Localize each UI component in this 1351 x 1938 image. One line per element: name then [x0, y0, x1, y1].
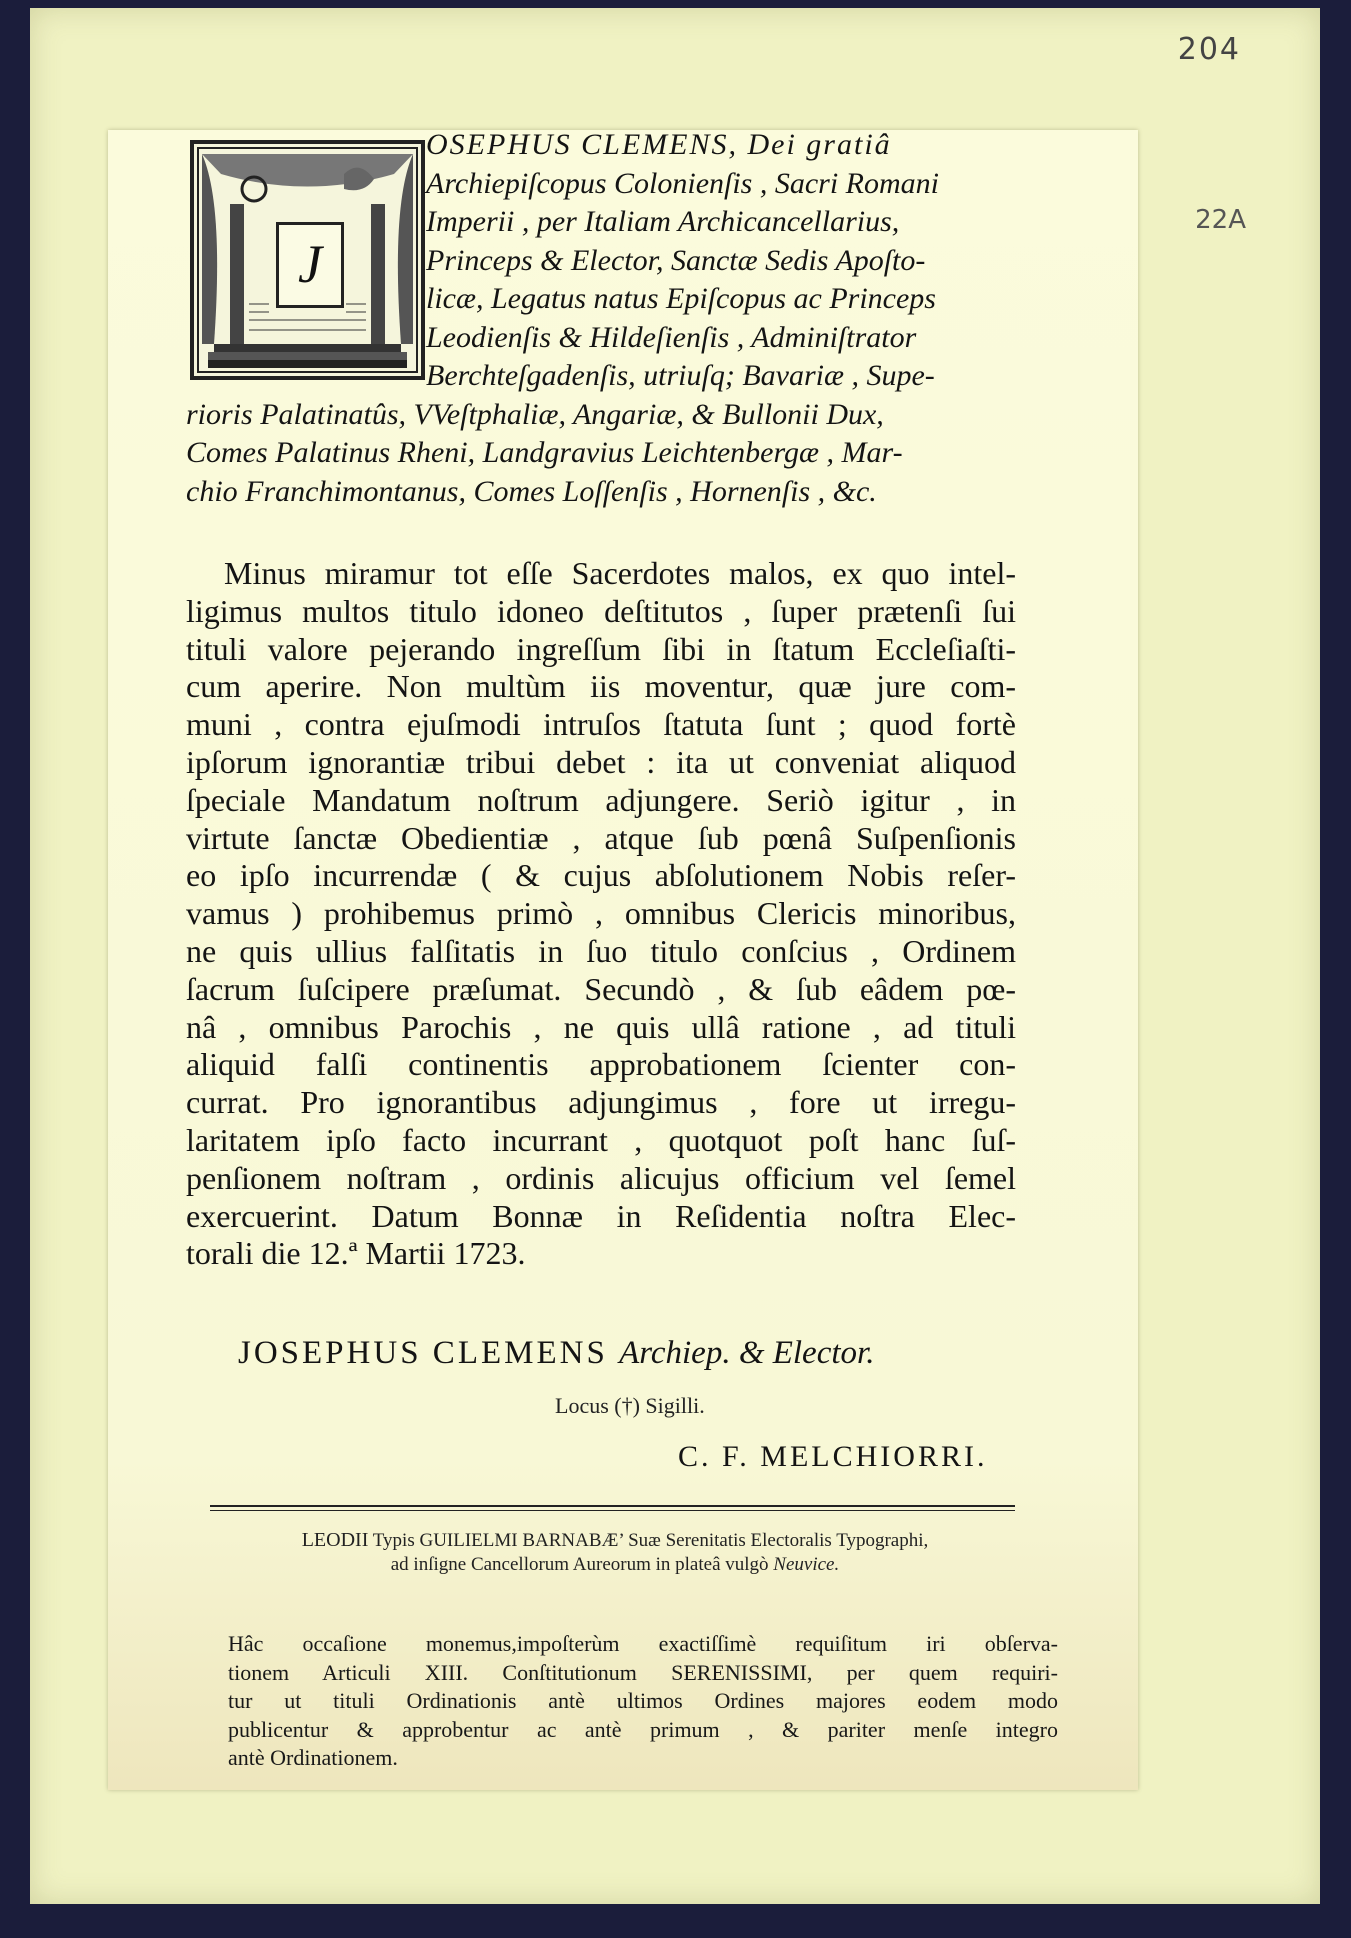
- note-line: tionem Articuli XIII. Conſtitutionum SERENISSIMI, per quem requiri-: [228, 1659, 1058, 1685]
- note-line: publicentur & approbentur ac antè primum , & pariter menſe integro: [228, 1716, 1058, 1742]
- heading-line: chio Franchimontanus, Comes Loſſenſis , Hornenſis , &c.: [186, 474, 877, 508]
- body-line: currat. Pro ignorantibus adjungimus , fore ut irregu-: [186, 1084, 1016, 1121]
- printer-imprint: [200, 1528, 1030, 1577]
- heading-line: Leodienſis & Hildeſienſis , Adminiſtrator: [426, 320, 917, 354]
- body-line: eo ipſo incurrendæ ( & cujus abſolutionem Nobis reſer-: [186, 857, 1016, 894]
- imprint-printer: Typis GUILIELMI BARNABÆ’ Suæ Serenitatis Electoralis Typographi,: [368, 1530, 929, 1551]
- signature-title: Archiep. & Elector.: [619, 1335, 875, 1371]
- body-line: muni , contra ejuſmodi intruſos ſtatuta ſunt ; quod fortè: [186, 706, 1016, 743]
- note-line: tur ut tituli Ordinationis antè ultimos Ordines majores eodem modo: [228, 1688, 1058, 1713]
- body-line: ipſorum ignorantiæ tribui debet : ita ut conveniat aliquod: [186, 743, 1016, 780]
- heading-line: Comes Palatinus Rheni, Landgravius Leichtenbergæ , Mar-: [186, 436, 903, 469]
- heading-line: rioris Palatinatûs, VVeſtphaliæ, Angariæ, & Bullonii Dux,: [186, 397, 884, 431]
- body-line: tituli valore pejerando ingreſſum ſibi in ſtatum Eccleſiaſti-: [186, 630, 1016, 667]
- heading-line: Princeps & Elector, Sanctæ Sedis Apoſto-: [426, 243, 926, 277]
- body-line: ſacrum ſuſcipere præſumat. Secundò , & ſub eâdem pœ-: [186, 970, 1016, 1007]
- imprint-street: Neuvice.: [773, 1554, 840, 1575]
- heading-line: Archiepiſcopus Colonienſis , Sacri Romani: [426, 166, 940, 200]
- initial-letter: J: [276, 222, 344, 308]
- divider-rule-thin: [210, 1510, 1015, 1511]
- body-line: ne quis ullius falſitatis in ſuo titulo conſcius , Ordinem: [186, 932, 1016, 969]
- body-line: torali die 12.ª Martii 1723.: [186, 1235, 526, 1272]
- signature: [238, 1335, 874, 1372]
- folio-number: 204: [1177, 32, 1241, 67]
- imprint-line-2: [200, 1553, 1030, 1577]
- margin-note: 22A: [1195, 205, 1246, 235]
- seal-location: Locus (†) Sigilli.: [555, 1393, 705, 1418]
- imprint-address: ad inſigne Cancellorum Aureorum in plateâ vulgò: [390, 1554, 774, 1575]
- body-line: penſionem noſtram , ordinis alicujus officium vel ſemel: [186, 1159, 1016, 1196]
- note-line: Hâc occaſione monemus,impoſterùm exactiſſimè requiſitum iri obſerva-: [228, 1631, 1058, 1656]
- body-line: exercuerint. Datum Bonnæ in Reſidentia noſtra Elec-: [186, 1197, 1016, 1234]
- heading-title-block: [186, 126, 1021, 511]
- imprint-city: LEODII: [301, 1529, 369, 1551]
- body-line: vamus ) prohibemus primò , omnibus Clericis minoribus,: [186, 895, 1016, 932]
- body-line: nâ , omnibus Parochis , ne quis ullâ ratione , ad tituli: [186, 1008, 1016, 1045]
- heading-line: OSEPHUS CLEMENS, Dei gratiâ: [426, 128, 892, 161]
- heading-line: Imperii , per Italiam Archicancellarius,: [426, 205, 900, 238]
- signature-name: JOSEPHUS CLEMENS: [238, 1335, 608, 1371]
- body-line: ligimus multos titulo idoneo deſtitutos , ſuper prætenſi ſui: [186, 592, 1016, 629]
- heading-line: Berchteſgadenſis, utriuſq; Bavariæ , Supe-: [426, 359, 935, 392]
- imprint-line-1: [200, 1528, 1030, 1553]
- heading-line: licæ, Legatus natus Epiſcopus ac Princeps: [426, 282, 936, 315]
- body-line: Minus miramur tot eſſe Sacerdotes malos, ex quo intel-: [224, 555, 1016, 591]
- mandate-body: [186, 555, 1016, 1273]
- body-line: aliquid falſi continentis approbationem ſcienter con-: [186, 1046, 1016, 1083]
- countersignature: C. F. MELCHIORRI.: [678, 1440, 988, 1473]
- body-line: laritatem ipſo facto incurrant , quotquot poſt hanc ſuſ-: [186, 1121, 1016, 1158]
- postscript-note: [228, 1630, 1058, 1773]
- divider-rule: [210, 1505, 1015, 1507]
- body-line: virtute ſanctæ Obedientiæ , atque ſub pœnâ Suſpenſionis: [186, 819, 1016, 856]
- note-line: antè Ordinationem.: [228, 1745, 398, 1770]
- body-line: ſpeciale Mandatum noſtrum adjungere. Seriò igitur , in: [186, 781, 1016, 818]
- body-line: cum aperire. Non multùm iis moventur, quæ jure com-: [186, 668, 1016, 705]
